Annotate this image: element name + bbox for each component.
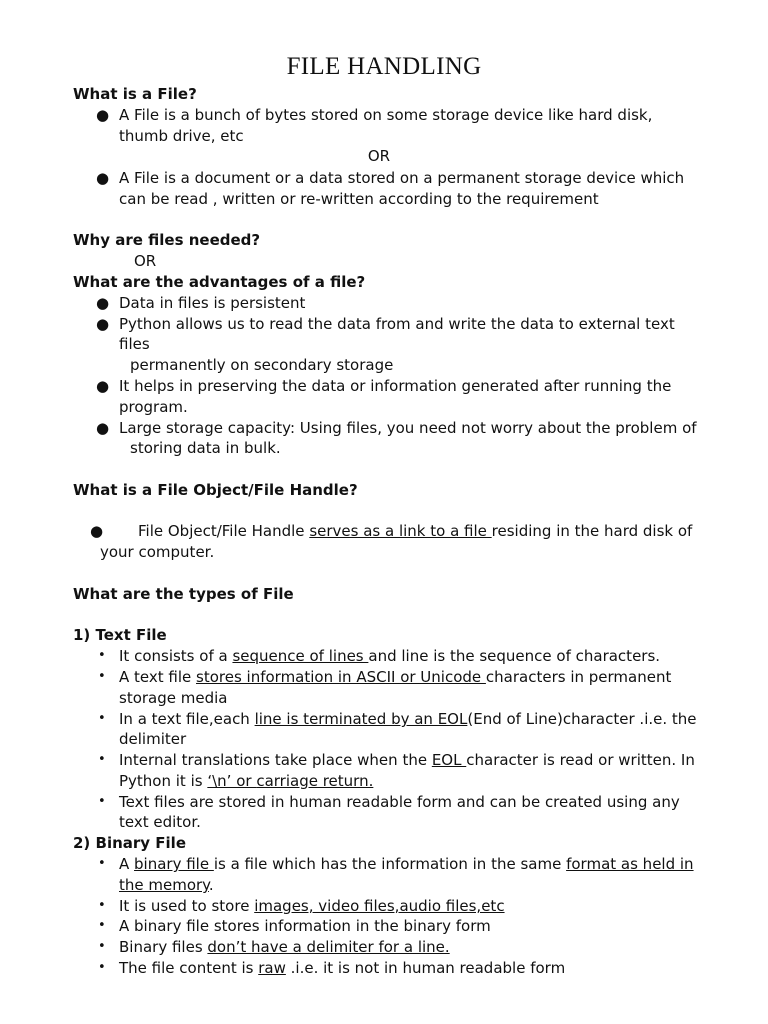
text-span: File Object/File Handle (138, 522, 310, 540)
underlined-text: EOL (431, 751, 467, 769)
bullet-icon: • (98, 960, 106, 975)
text-file-point-5: Text files are stored in human readable form and can be created using any (119, 793, 680, 811)
bullet-icon: ● (96, 106, 110, 124)
definition-1-line-2: thumb drive, etc (119, 127, 244, 145)
underlined-text: binary file (134, 855, 214, 873)
underlined-text: sequence of lines (232, 647, 369, 665)
advantage-2-line-3: permanently on secondary storage (130, 356, 394, 374)
text-file-point-3 (119, 709, 697, 729)
bullet-icon: ● (96, 169, 110, 187)
text-span: A (119, 855, 135, 873)
bullet-icon: ● (96, 315, 110, 333)
underlined-text: carriage return. (256, 772, 374, 790)
bullet-icon: • (98, 752, 106, 767)
text-span: It consists of a (119, 647, 233, 665)
file-object-line-2: your computer. (100, 543, 215, 561)
bullet-icon: ● (96, 419, 110, 437)
text-span: It is used to store (119, 897, 255, 915)
text-span: Binary files (119, 938, 208, 956)
heading-types-of-file: What are the types of File (73, 585, 294, 603)
binary-file-point-3: A binary file stores information in the binary form (119, 917, 491, 935)
bullet-icon: • (98, 711, 106, 726)
underlined-text: line is terminated by an EOL (254, 710, 468, 728)
text-span: residing in the hard disk of (491, 522, 693, 540)
bullet-icon: • (98, 939, 106, 954)
text-span: Internal translations take place when the (119, 751, 432, 769)
text-span: In a text file,each (119, 710, 255, 728)
definition-2-line-1: A File is a document or a data stored on a permanent storage device which (119, 169, 685, 187)
bullet-icon: • (98, 898, 106, 913)
definition-1-line-1: A File is a bunch of bytes stored on some storage device like hard disk, (119, 106, 653, 124)
text-file-point-5-line-2: text editor. (119, 813, 201, 831)
underlined-text: images, video files,audio files,etc (254, 897, 505, 915)
underlined-text: serves as a link to a file (309, 522, 492, 540)
text-file-point-4-line-2 (119, 771, 373, 791)
advantage-2-line-1: Python allows us to read the data from and write the data to external text (119, 315, 675, 333)
heading-what-is-file: What is a File? (73, 85, 197, 103)
text-file-point-3-line-2: delimiter (119, 730, 187, 748)
bullet-icon: ● (96, 294, 110, 312)
underlined-text: don’t have a delimiter for a line. (207, 938, 450, 956)
heading-file-object: What is a File Object/File Handle? (73, 481, 358, 499)
page-title: FILE HANDLING (286, 53, 482, 80)
advantage-4-line-1: Large storage capacity: Using files, you need not worry about the problem of (119, 419, 697, 437)
text-span: is a file which has the information in the same (213, 855, 567, 873)
underlined-text: the memory (119, 876, 209, 894)
heading-text-file: 1) Text File (73, 626, 167, 644)
text-span: character is read or written. In (466, 751, 695, 769)
advantage-2-line-2: files (119, 335, 150, 353)
underlined-text: format as held in (566, 855, 694, 873)
advantage-3-line-2: program. (119, 398, 188, 416)
bullet-icon: • (98, 648, 106, 663)
text-span: (End of Line)character .i.e. the (467, 710, 697, 728)
or-separator: OR (367, 147, 391, 165)
text-span: . (208, 876, 214, 894)
bullet-icon: • (98, 856, 106, 871)
underlined-text: raw (258, 959, 286, 977)
advantage-4-line-2: storing data in bulk. (130, 439, 281, 457)
text-span: Python it is (119, 772, 208, 790)
bullet-icon: ● (96, 377, 110, 395)
text-span: and line is the sequence of characters. (368, 647, 661, 665)
underlined-text: stores information in ASCII or Unicode (196, 668, 486, 686)
text-span: .i.e. it is not in human readable form (285, 959, 566, 977)
or-separator: OR (134, 252, 157, 270)
bullet-icon: • (98, 669, 106, 684)
binary-file-point-5 (119, 958, 565, 978)
advantage-3-line-1: It helps in preserving the data or information generated after running the (119, 377, 672, 395)
binary-file-point-4 (119, 937, 450, 957)
bullet-icon: ● (90, 522, 104, 540)
text-span: characters in permanent (485, 668, 672, 686)
heading-why-files-needed: Why are files needed? (73, 231, 261, 249)
definition-2-line-2: can be read , written or re-written according to the requirement (119, 190, 599, 208)
file-object-line-1 (138, 521, 692, 541)
binary-file-point-1-line-2 (119, 875, 214, 895)
binary-file-point-1 (119, 854, 694, 874)
text-file-point-1 (119, 646, 660, 666)
text-file-point-4 (119, 750, 695, 770)
text-file-point-2-line-2: storage media (119, 689, 228, 707)
bullet-icon: • (98, 794, 106, 809)
underlined-text: ‘\n’ or (207, 772, 257, 790)
heading-advantages: What are the advantages of a file? (73, 273, 366, 291)
binary-file-point-2 (119, 896, 505, 916)
advantage-1: Data in files is persistent (119, 294, 306, 312)
bullet-icon: • (98, 918, 106, 933)
text-file-point-2 (119, 667, 671, 687)
text-span: A text file (119, 668, 197, 686)
text-span: The file content is (119, 959, 259, 977)
heading-binary-file: 2) Binary File (73, 834, 186, 852)
